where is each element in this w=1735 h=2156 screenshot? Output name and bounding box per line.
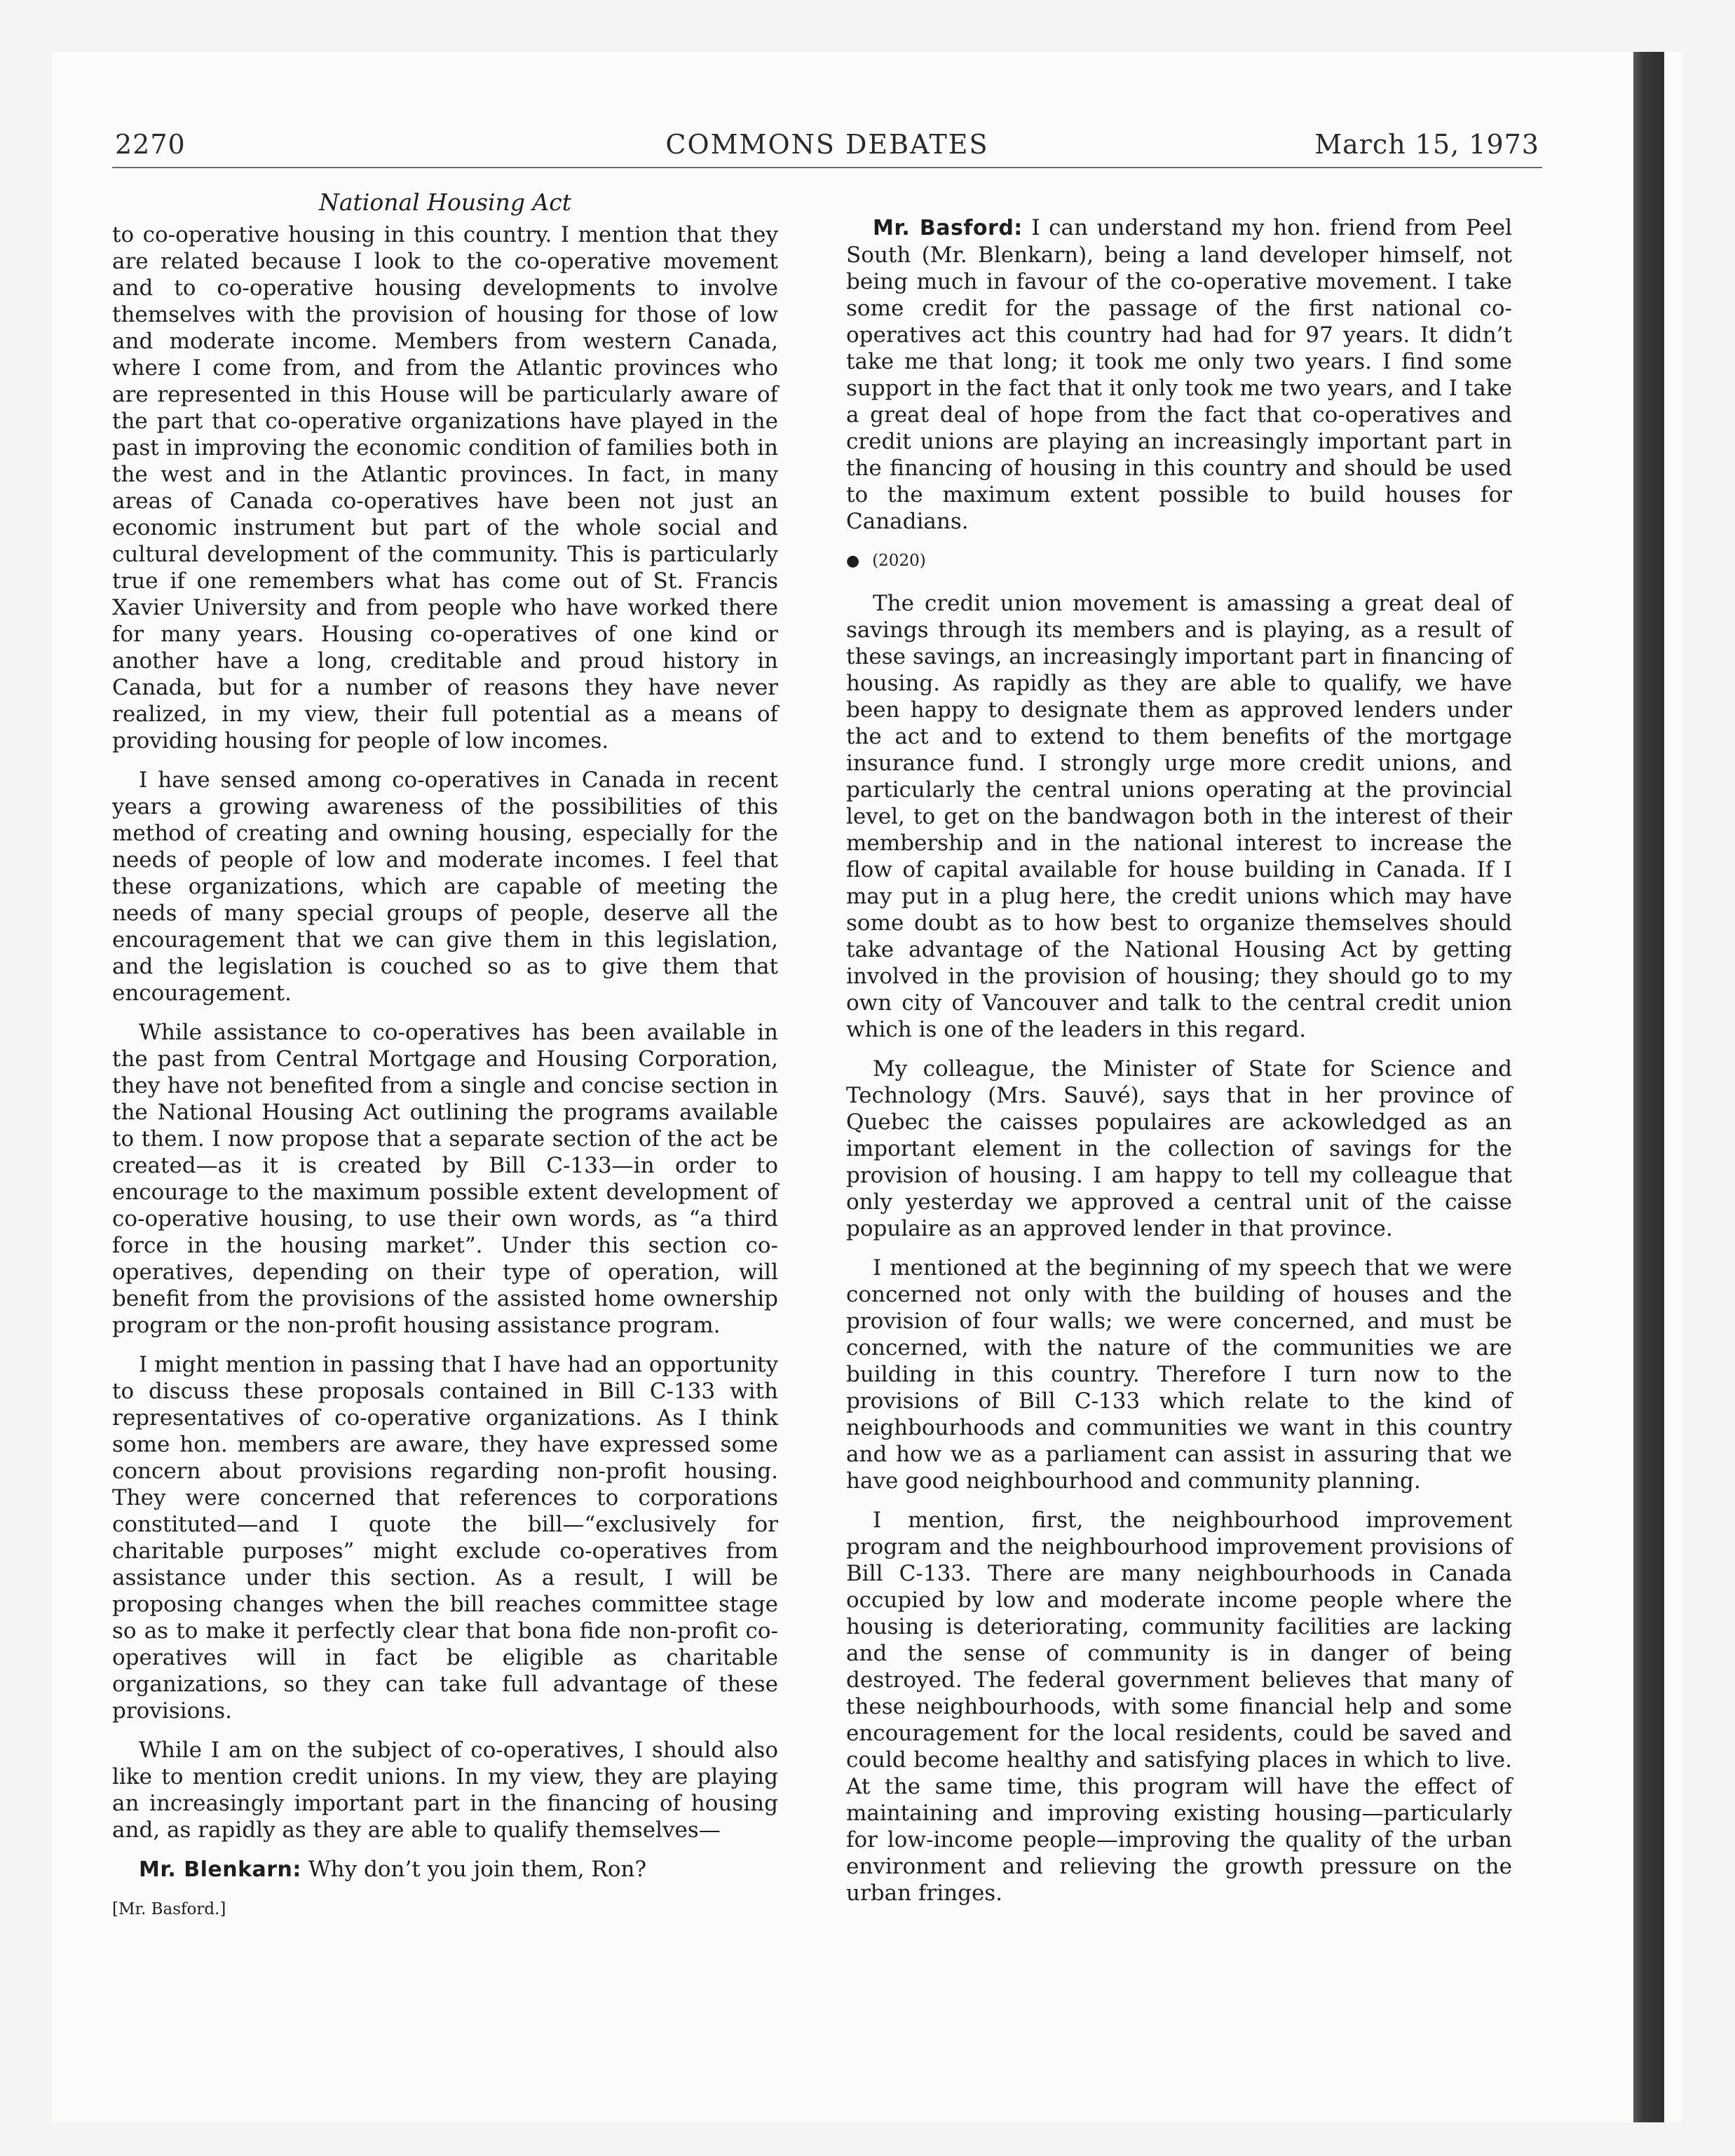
time-marker-text: (2020)	[872, 552, 926, 570]
paragraph: I might mention in passing that I have had an opportunity to discuss these proposals contained in Bill C-133 with representatives of co-operative organizations. As I think some hon. members are aware, they have expressed some concern about provisions regarding non-profit housing. They were concerned that references to corporations constituted—and I quote the bill—“exclusively for charitable purposes” might exclude co-operatives from assistance under this section. As a result, I will be proposing changes when the bill reaches committee stage so as to make it perfectly clear that bona fide non-profit co-operatives will in fact be eligible as charitable organizations, so they can take full advantage of these provisions.	[112, 1352, 778, 1724]
paragraph: The credit union movement is amassing a great deal of savings through its members and is playing, as a result of these savings, an increasingly important part in financing of housing. As rapidly as they are able to qualify, we have been happy to designate them as approved lenders under the act and to extend to them benefits of the mortgage insurance fund. I strongly urge more credit unions, and particularly the central unions operating at the provincial level, to get on the bandwagon both in the interest of their membership and in the national interest to increase the flow of capital available for house building in Canada. If I may put in a plug here, the credit unions which may have some doubt as to how best to organize themselves should take advantage of the National Housing Act by getting involved in the provision of housing; they should go to my own city of Vancouver and talk to the central credit union which is one of the leaders in this regard.	[846, 591, 1512, 1042]
paragraph: My colleague, the Minister of State for Science and Technology (Mrs. Sauvé), says that in her province of Quebec the caisses populaires are ackowledged as an important element in the collection of savings for the provision of housing. I am happy to tell my colleague that only yesterday we approved a central unit of the caisse populaire as an approved lender in that province.	[846, 1056, 1512, 1241]
section-title: National Housing Act	[318, 189, 572, 216]
journal-title: COMMONS DEBATES	[665, 129, 989, 160]
paragraph: While assistance to co-operatives has been available in the past from Central Mortgage and Housing Corporation, they have not benefited from a single and concise section in the National Housing Act outlining the programs available to them. I now propose that a separate section of the act be created—as it is created by Bill C-133—in order to encourage to the maximum possible extent development of co-operative housing, to use their own words, as “a third force in the housing market”. Under this section co-operatives, depending on their type of operation, will benefit from the provisions of the assisted home ownership program or the non-profit housing assistance program.	[112, 1020, 778, 1338]
speaker-name: Mr. Blenkarn:	[139, 1857, 301, 1882]
paragraph	[846, 214, 1512, 535]
paragraph: While I am on the subject of co-operatives, I should also like to mention credit unions. In my view, they are playing an increasingly important part in the financing of housing and, as rapidly as they are able to qualify themselves—	[112, 1738, 778, 1843]
interjection	[112, 1856, 778, 1883]
paragraph: I have sensed among co-operatives in Canada in recent years a growing awareness of the possibilities of this method of creating and owning housing, especially for the needs of people of low and moderate incomes. I feel that these organizations, which are capable of meeting the needs of many special groups of people, deserve all the encouragement that we can give them in this legislation, and the legislation is couched so as to give them that encouragement.	[112, 767, 778, 1006]
speech-text: I can understand my hon. friend from Peel South (Mr. Blenkarn), being a land developer himself, not being much in favour of the co-operative movement. I take some credit for the passage of the first national co-operatives act this country had had for 97 years. It didn’t take me that long; it took me only two years. I find some support in the fact that it only took me two years, and I take a great deal of hope from the fact that co-operatives and credit unions are playing an increasingly important part in the financing of housing in this country and should be used to the maximum extent possible to build houses for Canadians.	[846, 215, 1513, 534]
paragraph: to co-operative housing in this country. I mention that they are related because I look to the co-operative movement and to co-operative housing developments to involve themselves with the provision of housing for those of low and moderate income. Members from western Canada, where I come from, and from the Atlantic provinces who are represented in this House will be particularly aware of the part that co-operative organizations have played in the past in improving the economic condition of families both in the west and in the Atlantic provinces. In fact, in many areas of Canada co-operatives have been not just an economic instrument but part of the whole social and cultural development of the community. This is particularly true if one remembers what has come out of St. Francis Xavier University and from people who have worked there for many years. Housing co-operatives of one kind or another have a long, creditable and proud history in Canada, but for a number of reasons they have never realized, in my view, their full potential as a means of providing housing for people of low incomes.	[112, 222, 778, 753]
right-column	[846, 214, 1512, 1919]
paragraph: I mentioned at the beginning of my speech that we were concerned not only with the building of houses and the provision of four walls; we were concerned, and must be concerned, with the nature of the communities we are building in this country. Therefore I turn now to the provisions of Bill C-133 which relate to the kind of neighbourhoods and communities we want in this country and how we as a parliament can assist in assuring that we have good neighbourhood and community planning.	[846, 1255, 1512, 1494]
issue-date: March 15, 1973	[1314, 129, 1539, 160]
bullet-icon: ●	[846, 552, 860, 570]
running-header	[112, 125, 1542, 168]
speaker-name: Mr. Basford:	[873, 216, 1023, 240]
paragraph: I mention, first, the neighbourhood improvement program and the neighbourhood improvement provisions of Bill C-133. There are many neighbourhoods in Canada occupied by low and moderate income people where the housing is deteriorating, community facilities are lacking and the sense of community is in danger of being destroyed. The federal government believes that many of these neighbourhoods, with some financial help and some encouragement for the local residents, could be saved and could become healthy and satisfying places in which to live. At the same time, this program will have the effect of maintaining and improving existing housing—particularly for low-income people—improving the quality of the urban environment and relieving the growth pressure on the urban fringes.	[846, 1508, 1512, 1906]
left-column	[112, 181, 778, 1923]
scan-binding-edge	[1633, 52, 1664, 2122]
time-marker	[846, 547, 1512, 575]
speaker-attribution: [Mr. Basford.]	[112, 1900, 226, 1918]
page-number: 2270	[115, 129, 186, 160]
interjection-text: Why don’t you join them, Ron?	[308, 1857, 647, 1882]
